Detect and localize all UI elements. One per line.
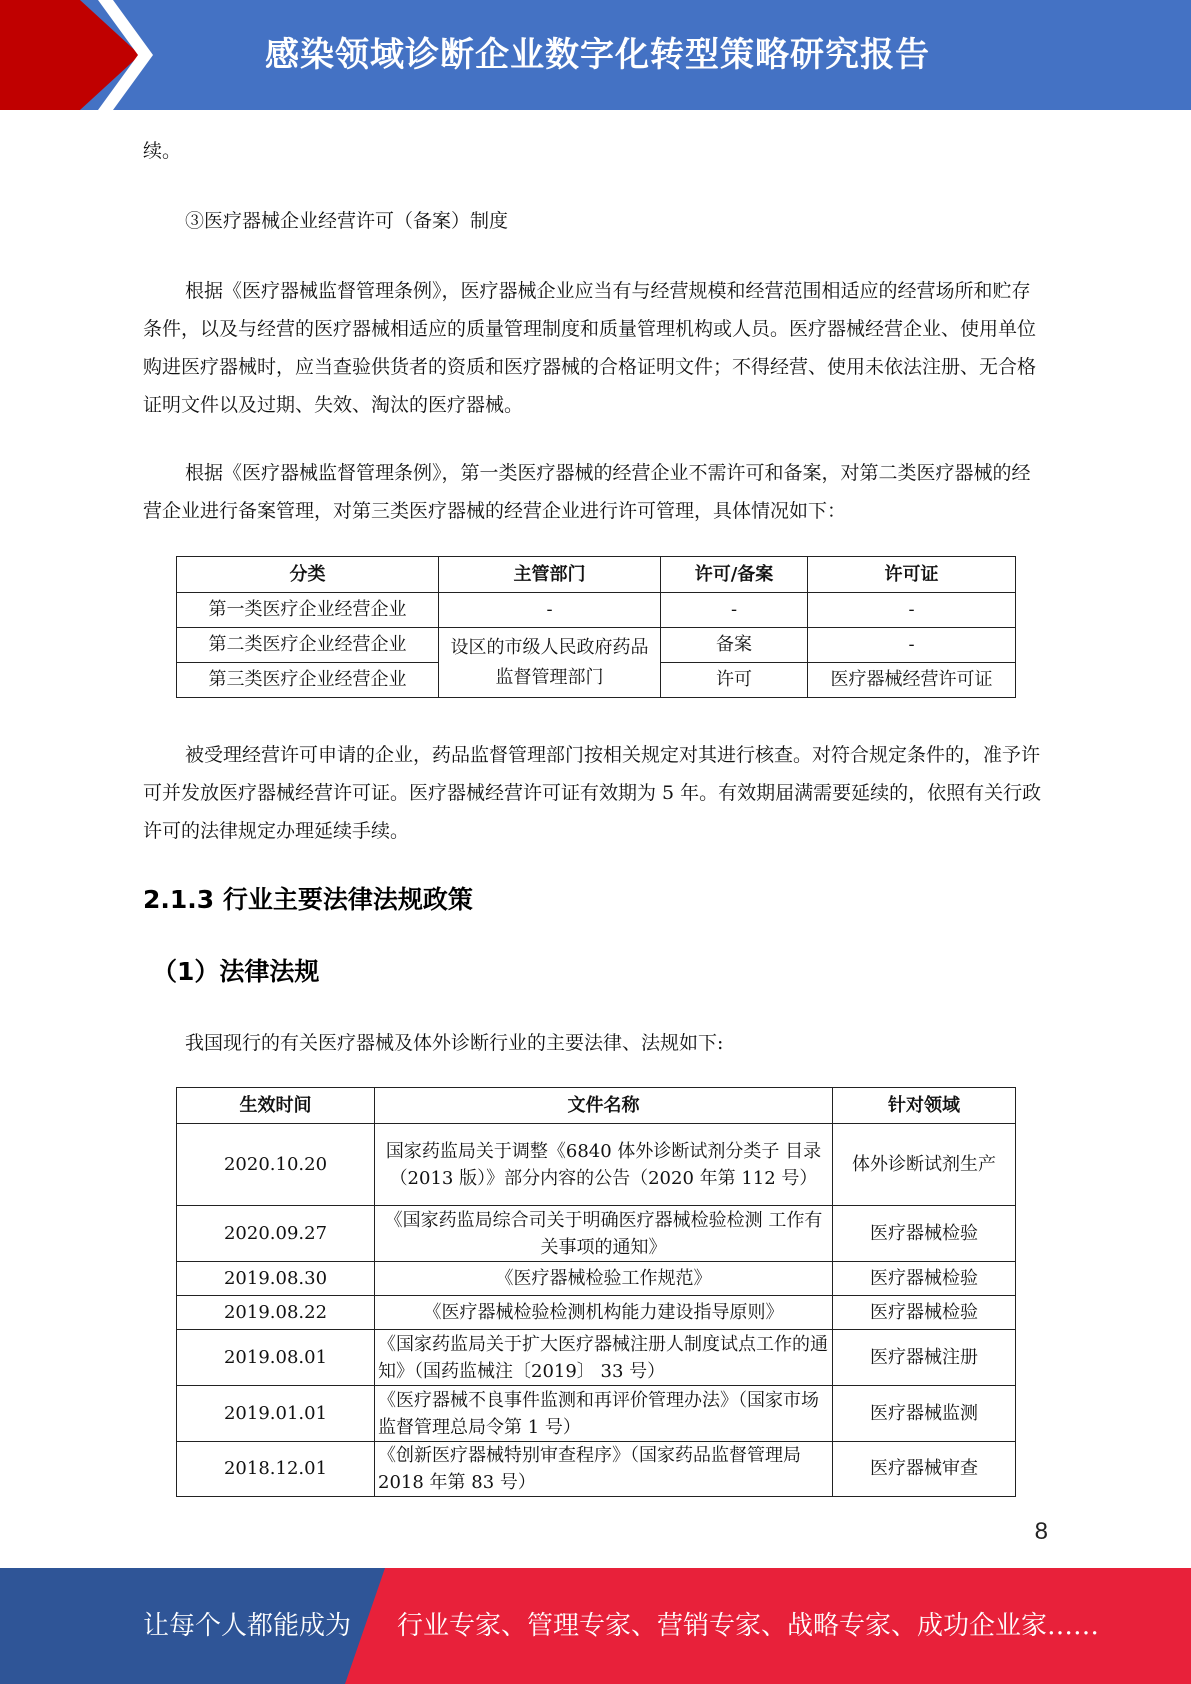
cell-date: 2019.08.01	[177, 1330, 375, 1386]
table-header-row	[177, 1088, 1016, 1124]
table-row	[177, 1296, 1016, 1330]
column-header: 分类	[177, 557, 439, 593]
cell-document-name: 《国家药监局关于扩大医疗器械注册人制度试点工作的通知》（国药监械注〔2019〕 33 号）	[375, 1330, 833, 1386]
cell-license: -	[808, 628, 1016, 663]
column-header: 许可/备案	[661, 557, 808, 593]
cell-license: 医疗器械经营许可证	[808, 663, 1016, 698]
table-row	[177, 1262, 1016, 1296]
cell-field: 医疗器械检验	[833, 1206, 1016, 1262]
cell-category: 第一类医疗企业经营企业	[177, 593, 439, 628]
paragraph-continuation: 续。	[143, 140, 182, 162]
table-row	[177, 593, 1016, 628]
column-header: 主管部门	[439, 557, 661, 593]
cell-date: 2020.09.27	[177, 1206, 375, 1262]
cell-type: -	[661, 593, 808, 628]
table-row	[177, 1330, 1016, 1386]
cell-document-name: 《医疗器械不良事件监测和再评价管理办法》（国家市场监督管理总局令第 1 号）	[375, 1386, 833, 1442]
header-chevron-decoration	[0, 0, 160, 110]
cell-document-name: 《医疗器械检验检测机构能力建设指导原则》	[375, 1296, 833, 1330]
table-header-row	[177, 557, 1016, 593]
paragraph-regulation-2: 根据《医疗器械监督管理条例》，第一类医疗器械的经营企业不需许可和备案，对第二类医疗器械的经营企业进行备案管理，对第三类医疗器械的经营企业进行许可管理，具体情况如下：	[143, 462, 1031, 522]
cell-category: 第二类医疗企业经营企业	[177, 628, 439, 663]
footer-slogan-right: 行业专家、管理专家、营销专家、战略专家、成功企业家……	[397, 1611, 1100, 1641]
table-row	[177, 1124, 1016, 1206]
subheading-license-system: ③医疗器械企业经营许可（备案）制度	[185, 210, 509, 232]
page-footer	[0, 1568, 1191, 1684]
cell-field: 医疗器械注册	[833, 1330, 1016, 1386]
paragraph-license-review: 被受理经营许可申请的企业，药品监督管理部门按相关规定对其进行核查。对符合规定条件的，准予许可并发放医疗器械经营许可证。医疗器械经营许可证有效期为 5 年。有效期届满需要延续的，依照有关行政许可的法律规定办理延续手续。	[143, 744, 1042, 842]
license-table	[176, 556, 1016, 698]
cell-document-name: 《医疗器械检验工作规范》	[375, 1262, 833, 1296]
footer-slogan-left: 让每个人都能成为	[143, 1611, 352, 1641]
cell-date: 2020.10.20	[177, 1124, 375, 1206]
cell-date: 2019.08.30	[177, 1262, 375, 1296]
cell-field: 医疗器械监测	[833, 1386, 1016, 1442]
cell-field: 医疗器械审查	[833, 1442, 1016, 1497]
report-title: 感染领域诊断企业数字化转型策略研究报告	[265, 35, 930, 75]
cell-date: 2019.01.01	[177, 1386, 375, 1442]
cell-document-name: 《国家药监局综合司关于明确医疗器械检验检测 工作有关事项的通知》	[375, 1206, 833, 1262]
cell-document-name: 《创新医疗器械特别审查程序》（国家药品监督管理局 2018 年第 83 号）	[375, 1442, 833, 1497]
cell-field: 医疗器械检验	[833, 1262, 1016, 1296]
paragraph-laws-intro: 我国现行的有关医疗器械及体外诊断行业的主要法律、法规如下:	[185, 1032, 724, 1054]
cell-category: 第三类医疗企业经营企业	[177, 663, 439, 698]
page-header	[0, 0, 1191, 110]
cell-date: 2019.08.22	[177, 1296, 375, 1330]
table-row	[177, 628, 1016, 663]
cell-type: 许可	[661, 663, 808, 698]
laws-table	[176, 1087, 1016, 1497]
column-header: 生效时间	[177, 1088, 375, 1124]
table-row	[177, 1386, 1016, 1442]
subsection-heading: （1）法律法规	[152, 957, 320, 986]
table-row	[177, 1442, 1016, 1497]
cell-dept: -	[439, 593, 661, 628]
table-row	[177, 1206, 1016, 1262]
paragraph-regulation-1: 根据《医疗器械监督管理条例》，医疗器械企业应当有与经营规模和经营范围相适应的经营场所和贮存条件，以及与经营的医疗器械相适应的质量管理制度和质量管理机构或人员。医疗器械经营企业、使用单位购进医疗器械时，应当查验供货者的资质和医疗器械的合格证明文件；不得经营、使用未依法注册、无合格证明文件以及过期、失效、淘汰的医疗器械。	[143, 280, 1037, 416]
cell-type: 备案	[661, 628, 808, 663]
cell-field: 体外诊断试剂生产	[833, 1124, 1016, 1206]
cell-dept-merged: 设区的市级人民政府药品监督管理部门	[439, 628, 661, 698]
cell-license: -	[808, 593, 1016, 628]
column-header: 文件名称	[375, 1088, 833, 1124]
section-heading: 2.1.3 行业主要法律法规政策	[143, 885, 473, 914]
cell-field: 医疗器械检验	[833, 1296, 1016, 1330]
column-header: 许可证	[808, 557, 1016, 593]
cell-date: 2018.12.01	[177, 1442, 375, 1497]
column-header: 针对领域	[833, 1088, 1016, 1124]
page-number: 8	[1034, 1518, 1048, 1545]
cell-document-name: 国家药监局关于调整《6840 体外诊断试剂分类子 目录（2013 版）》部分内容的公告（2020 年第 112 号）	[375, 1124, 833, 1206]
